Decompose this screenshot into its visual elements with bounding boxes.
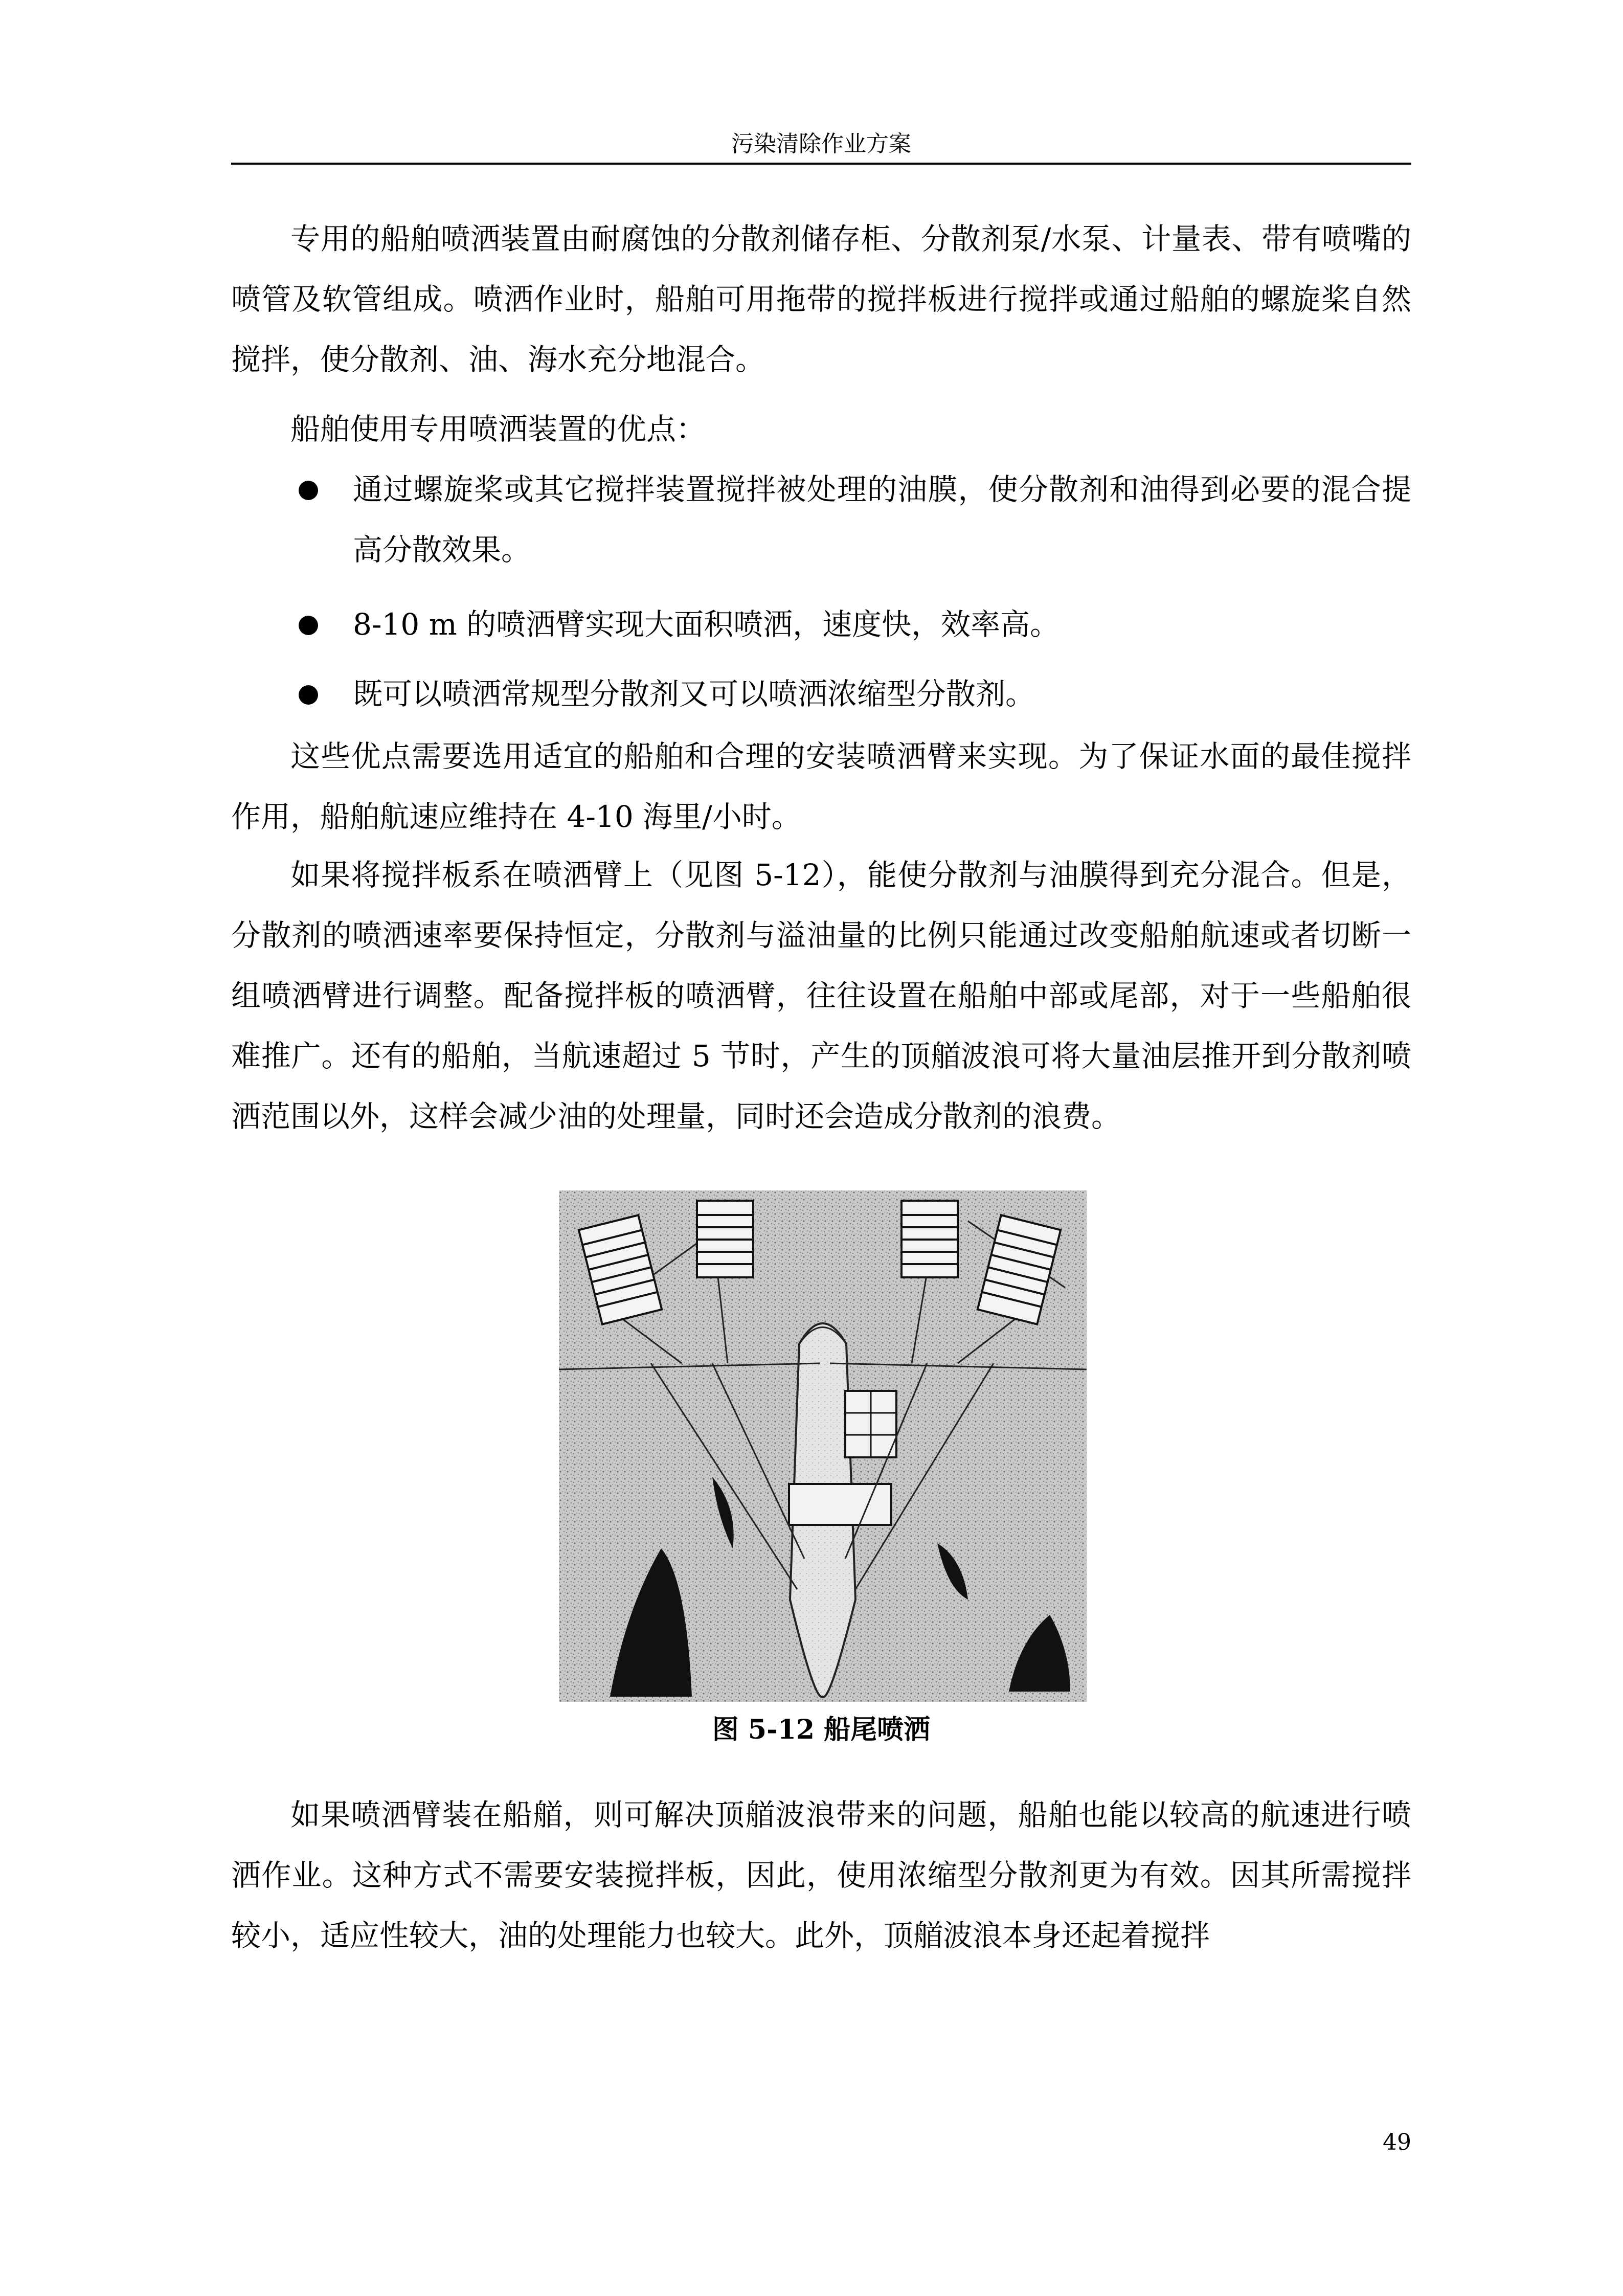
page-number: 49 [1383, 2129, 1411, 2155]
bullet-item-2 [299, 594, 1411, 655]
agitator-board-left [697, 1201, 753, 1277]
header-rule [231, 163, 1411, 165]
ship-cabin [845, 1391, 896, 1457]
paragraph-spray-device: 专用的船舶喷洒装置由耐腐蚀的分散剂储存柜、分散剂泵/水泵、计量表、带有喷嘴的喷管及软管组成。喷洒作业时，船舶可用拖带的搅拌板进行搅拌或通过船舶的螺旋桨自然搅拌，使分散剂、油、海水充分地混合。 [231, 221, 1411, 377]
bullet-dot-icon [299, 616, 318, 635]
bullet-text-2: 8-10 m 的喷洒臂实现大面积喷洒，速度快，效率高。 [353, 607, 1060, 642]
paragraph-bow-boom: 如果喷洒臂装在船艏，则可解决顶艏波浪带来的问题，船舶也能以较高的航速进行喷洒作业。这种方式不需要安装搅拌板，因此，使用浓缩型分散剂更为有效。因其所需搅拌较小，适应性较大，油的处理能力也较大。此外，顶艏波浪本身还起着搅拌 [231, 1797, 1411, 1953]
deck-house [789, 1484, 891, 1525]
bullet-text-3: 既可以喷洒常规型分散剂又可以喷洒浓缩型分散剂。 [353, 677, 1035, 711]
bullet-item-1 [299, 459, 1411, 580]
bullet-text-1: 通过螺旋桨或其它搅拌装置搅拌被处理的油膜，使分散剂和油得到必要的混合提高分散效果。 [353, 472, 1411, 567]
stern-spraying-figure [559, 1190, 1087, 1702]
bullet-item-3 [299, 664, 1411, 724]
agitator-board-right [901, 1201, 958, 1277]
paragraph-agitator-boards: 如果将搅拌板系在喷洒臂上（见图 5-12），能使分散剂与油膜得到充分混合。但是，分散剂的喷洒速率要保持恒定，分散剂与溢油量的比例只能通过改变船舶航速或者切断一组喷洒臂进行调整。配备搅拌板的喷洒臂，往往设置在船舶中部或尾部，对于一些船舶很难推广。还有的船舶，当航速超过 5 节时，产生的顶艏波浪可将大量油层推开到分散剂喷洒范围以外，这样会减少油的处理量，同时还会造成分散剂的浪费。 [231, 858, 1411, 1134]
bullet-dot-icon [299, 685, 318, 705]
paragraph-conditions: 这些优点需要选用适宜的船舶和合理的安装喷洒臂来实现。为了保证水面的最佳搅拌作用，船舶航速应维持在 4-10 海里/小时。 [231, 739, 1411, 834]
running-header: 污染清除作业方案 [731, 131, 911, 157]
figure-caption: 图 5-12 船尾喷洒 [712, 1714, 931, 1745]
bullet-dot-icon [299, 481, 318, 500]
paragraph-advantages-intro: 船舶使用专用喷洒装置的优点： [290, 412, 706, 446]
